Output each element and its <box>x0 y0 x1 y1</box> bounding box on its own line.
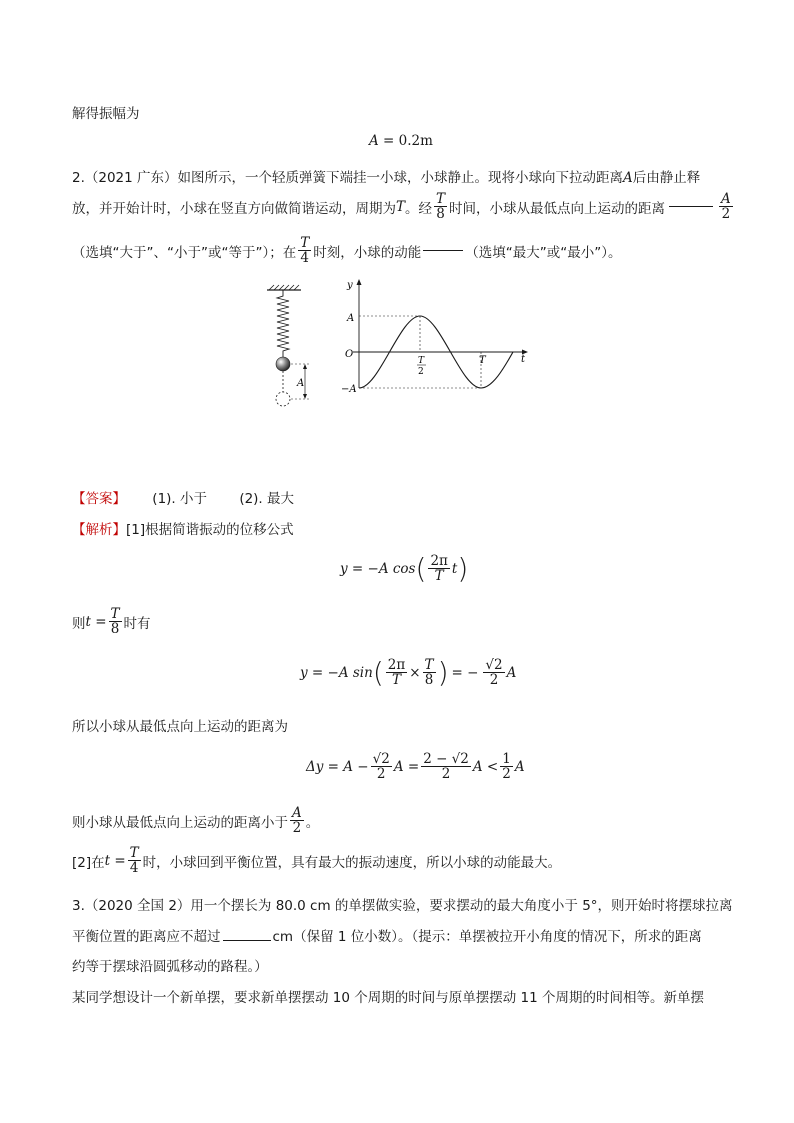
formula-2-den2: 8 <box>424 672 434 688</box>
q2-fraction-T-over-4 <box>298 236 311 265</box>
fraction-numerator: A <box>292 805 302 821</box>
q2-header-end: 后由静止释 <box>632 170 701 186</box>
formula-3-num2: 2 − √2 <box>423 751 469 767</box>
formula-2-den: 2 <box>489 672 499 688</box>
formula-2-sqrt: √2 <box>485 656 503 673</box>
answer-blank-2[interactable] <box>423 250 463 251</box>
spring-amplitude-label: A <box>297 378 305 389</box>
formula-1-t: t <box>451 560 458 577</box>
neg-a-tick-label: −A <box>341 384 357 395</box>
formula-3-num3: 1 <box>502 751 511 767</box>
analysis-line5 <box>72 846 561 875</box>
q2-fraction-T-over-8 <box>434 192 447 221</box>
formula-2-num2: T <box>424 656 434 673</box>
q3-line2-start: 平衡位置的距离应不超过 <box>72 929 221 945</box>
a-tick-label: A <box>347 313 355 324</box>
formula-3-den3: 2 <box>502 766 511 783</box>
answer-blank-1[interactable] <box>669 206 713 207</box>
answer-part1: (1). 小于 <box>152 491 208 507</box>
fraction-numerator: A <box>721 191 731 207</box>
q1-amplitude-equation <box>369 133 433 149</box>
q3-line1: 3.（2020 全国 2）用一个摆长为 80.0 cm 的单摆做实验，要求摆动的最大角度小于 5°，则开始时将摆球拉离 <box>72 898 733 914</box>
formula-2-num1: 2π <box>387 656 406 673</box>
analysis-line4 <box>72 806 319 835</box>
fraction-denominator: 2 <box>292 820 302 837</box>
analysis-line5-end: 时，小球回到平衡位置，具有最大的振动速度，所以小球的动能最大。 <box>142 854 562 871</box>
fraction-numerator: T <box>129 845 139 861</box>
q2-var-T: T <box>396 198 406 215</box>
fraction-numerator: T <box>300 235 310 251</box>
q3-line2-end: cm（保留 1 位小数）。（提示：单摆被拉开小角度的情况下，所求的距离 <box>272 929 702 945</box>
formula-1: y = −A cos ( $\frac{2\pi}{T}$ t ) <box>340 552 469 585</box>
formula-2-eq: = − <box>451 664 479 681</box>
formula-3-sqrt: √2 <box>372 751 390 767</box>
analysis-line2-t: t = <box>85 613 107 630</box>
t-axis-label: t <box>521 354 526 365</box>
q2-line2 <box>72 192 735 221</box>
q2-fraction-A-over-2 <box>719 192 733 221</box>
amplitude-symbol: A <box>369 133 379 149</box>
formula-3-den: 2 <box>376 766 386 783</box>
q2-var-a: A <box>623 170 633 186</box>
y-axis-label: y <box>347 280 353 291</box>
answer-label: 【答案】 <box>72 491 126 507</box>
formula-3-lhs: Δy = A − <box>306 758 369 775</box>
q2-line3-start: （选填“大于”、“小于”或“等于”）；在 <box>72 244 297 261</box>
fraction-denominator: 8 <box>110 621 120 638</box>
analysis-line2-end: 时有 <box>123 615 151 632</box>
q2-figure <box>255 276 545 412</box>
q2-line2-mid2: 时间，小球从最低点向上运动的距离 <box>449 200 666 217</box>
fraction-denominator: 4 <box>129 860 139 877</box>
formula-3-A1: A = <box>393 758 420 775</box>
q3-line4: 某同学想设计一个新单摆，要求新单摆摆动 10 个周期的时间与原单摆摆动 11 个周期的时间相等。新单摆 <box>72 990 705 1006</box>
q2-line1 <box>72 166 700 186</box>
origin-label: O <box>345 349 354 360</box>
analysis-line5-t: t = <box>104 852 126 869</box>
analysis-line5-start: [2]在 <box>72 854 105 871</box>
q2-line3-mid: 时刻，小球的动能 <box>313 244 422 261</box>
fraction-numerator: T <box>436 191 446 207</box>
ceiling-support <box>267 285 301 290</box>
analysis-label: 【解析】 <box>72 522 126 538</box>
formula-3 <box>306 752 525 781</box>
half-period-denominator: 2 <box>418 367 424 377</box>
analysis-line4-start: 则小球从最低点向上运动的距离小于 <box>72 814 288 831</box>
formula-3-A2: A <box>514 758 525 775</box>
q3-line3: 约等于摆球沿圆弧移动的路程。） <box>72 959 268 975</box>
formula-1-num: 2π <box>430 552 448 569</box>
formula-2: y = −A sin ( $\frac{2\pi}{T}$ × $\frac{T}{8}$ ) = − $\frac{√2}{2}$ A <box>300 656 517 689</box>
q1-tail-text: 解得振幅为 <box>72 106 140 122</box>
analysis-line4-end: 。 <box>305 814 320 831</box>
answer-blank-3[interactable] <box>223 940 271 941</box>
period-label: T <box>479 355 486 366</box>
ball-equilibrium <box>276 357 290 371</box>
analysis-line1 <box>72 518 294 538</box>
spring <box>277 290 289 357</box>
ball-displaced <box>276 392 290 406</box>
formula-2-den1: T <box>391 672 401 688</box>
half-period-numerator: T <box>418 356 425 366</box>
analysis-line1-text: [1]根据简谐振动的位移公式 <box>126 522 294 538</box>
q2-header: 2.（2021 广东）如图所示，一个轻质弹簧下端挂一小球，小球静止。现将小球向下拉动距离 <box>72 170 624 186</box>
q2-line2-mid: 。经 <box>405 200 433 217</box>
formula-2-lhs: y = −A sin <box>300 664 373 681</box>
formula-3-den2: 2 <box>441 766 451 783</box>
q2-line2-start: 放，并开始计时，小球在竖直方向做简谐运动，周期为 <box>72 200 396 217</box>
formula-3-lt: A < <box>472 758 499 775</box>
answer-part2: (2). 最大 <box>239 491 295 507</box>
graph-axes <box>353 279 528 388</box>
formula-1-den: T <box>434 568 444 584</box>
analysis-line2 <box>72 607 151 636</box>
amplitude-value: = 0.2m <box>383 133 433 149</box>
q3-line2 <box>72 925 702 945</box>
fraction-denominator: 2 <box>721 206 731 223</box>
fraction-numerator: T <box>110 606 120 622</box>
fraction-denominator: 4 <box>300 250 310 267</box>
formula-1-lhs: y = −A cos <box>340 560 416 577</box>
analysis-line3: 所以小球从最低点向上运动的距离为 <box>72 719 288 735</box>
formula-2-A: A <box>506 664 517 681</box>
q2-line3 <box>72 236 621 265</box>
formula-2-times: × <box>409 664 421 681</box>
fraction-denominator: 8 <box>436 206 445 223</box>
q2-line3-end: （选填“最大”或“最小”）。 <box>465 244 622 261</box>
answer-row <box>72 487 294 507</box>
analysis-line2-start: 则 <box>72 615 86 632</box>
